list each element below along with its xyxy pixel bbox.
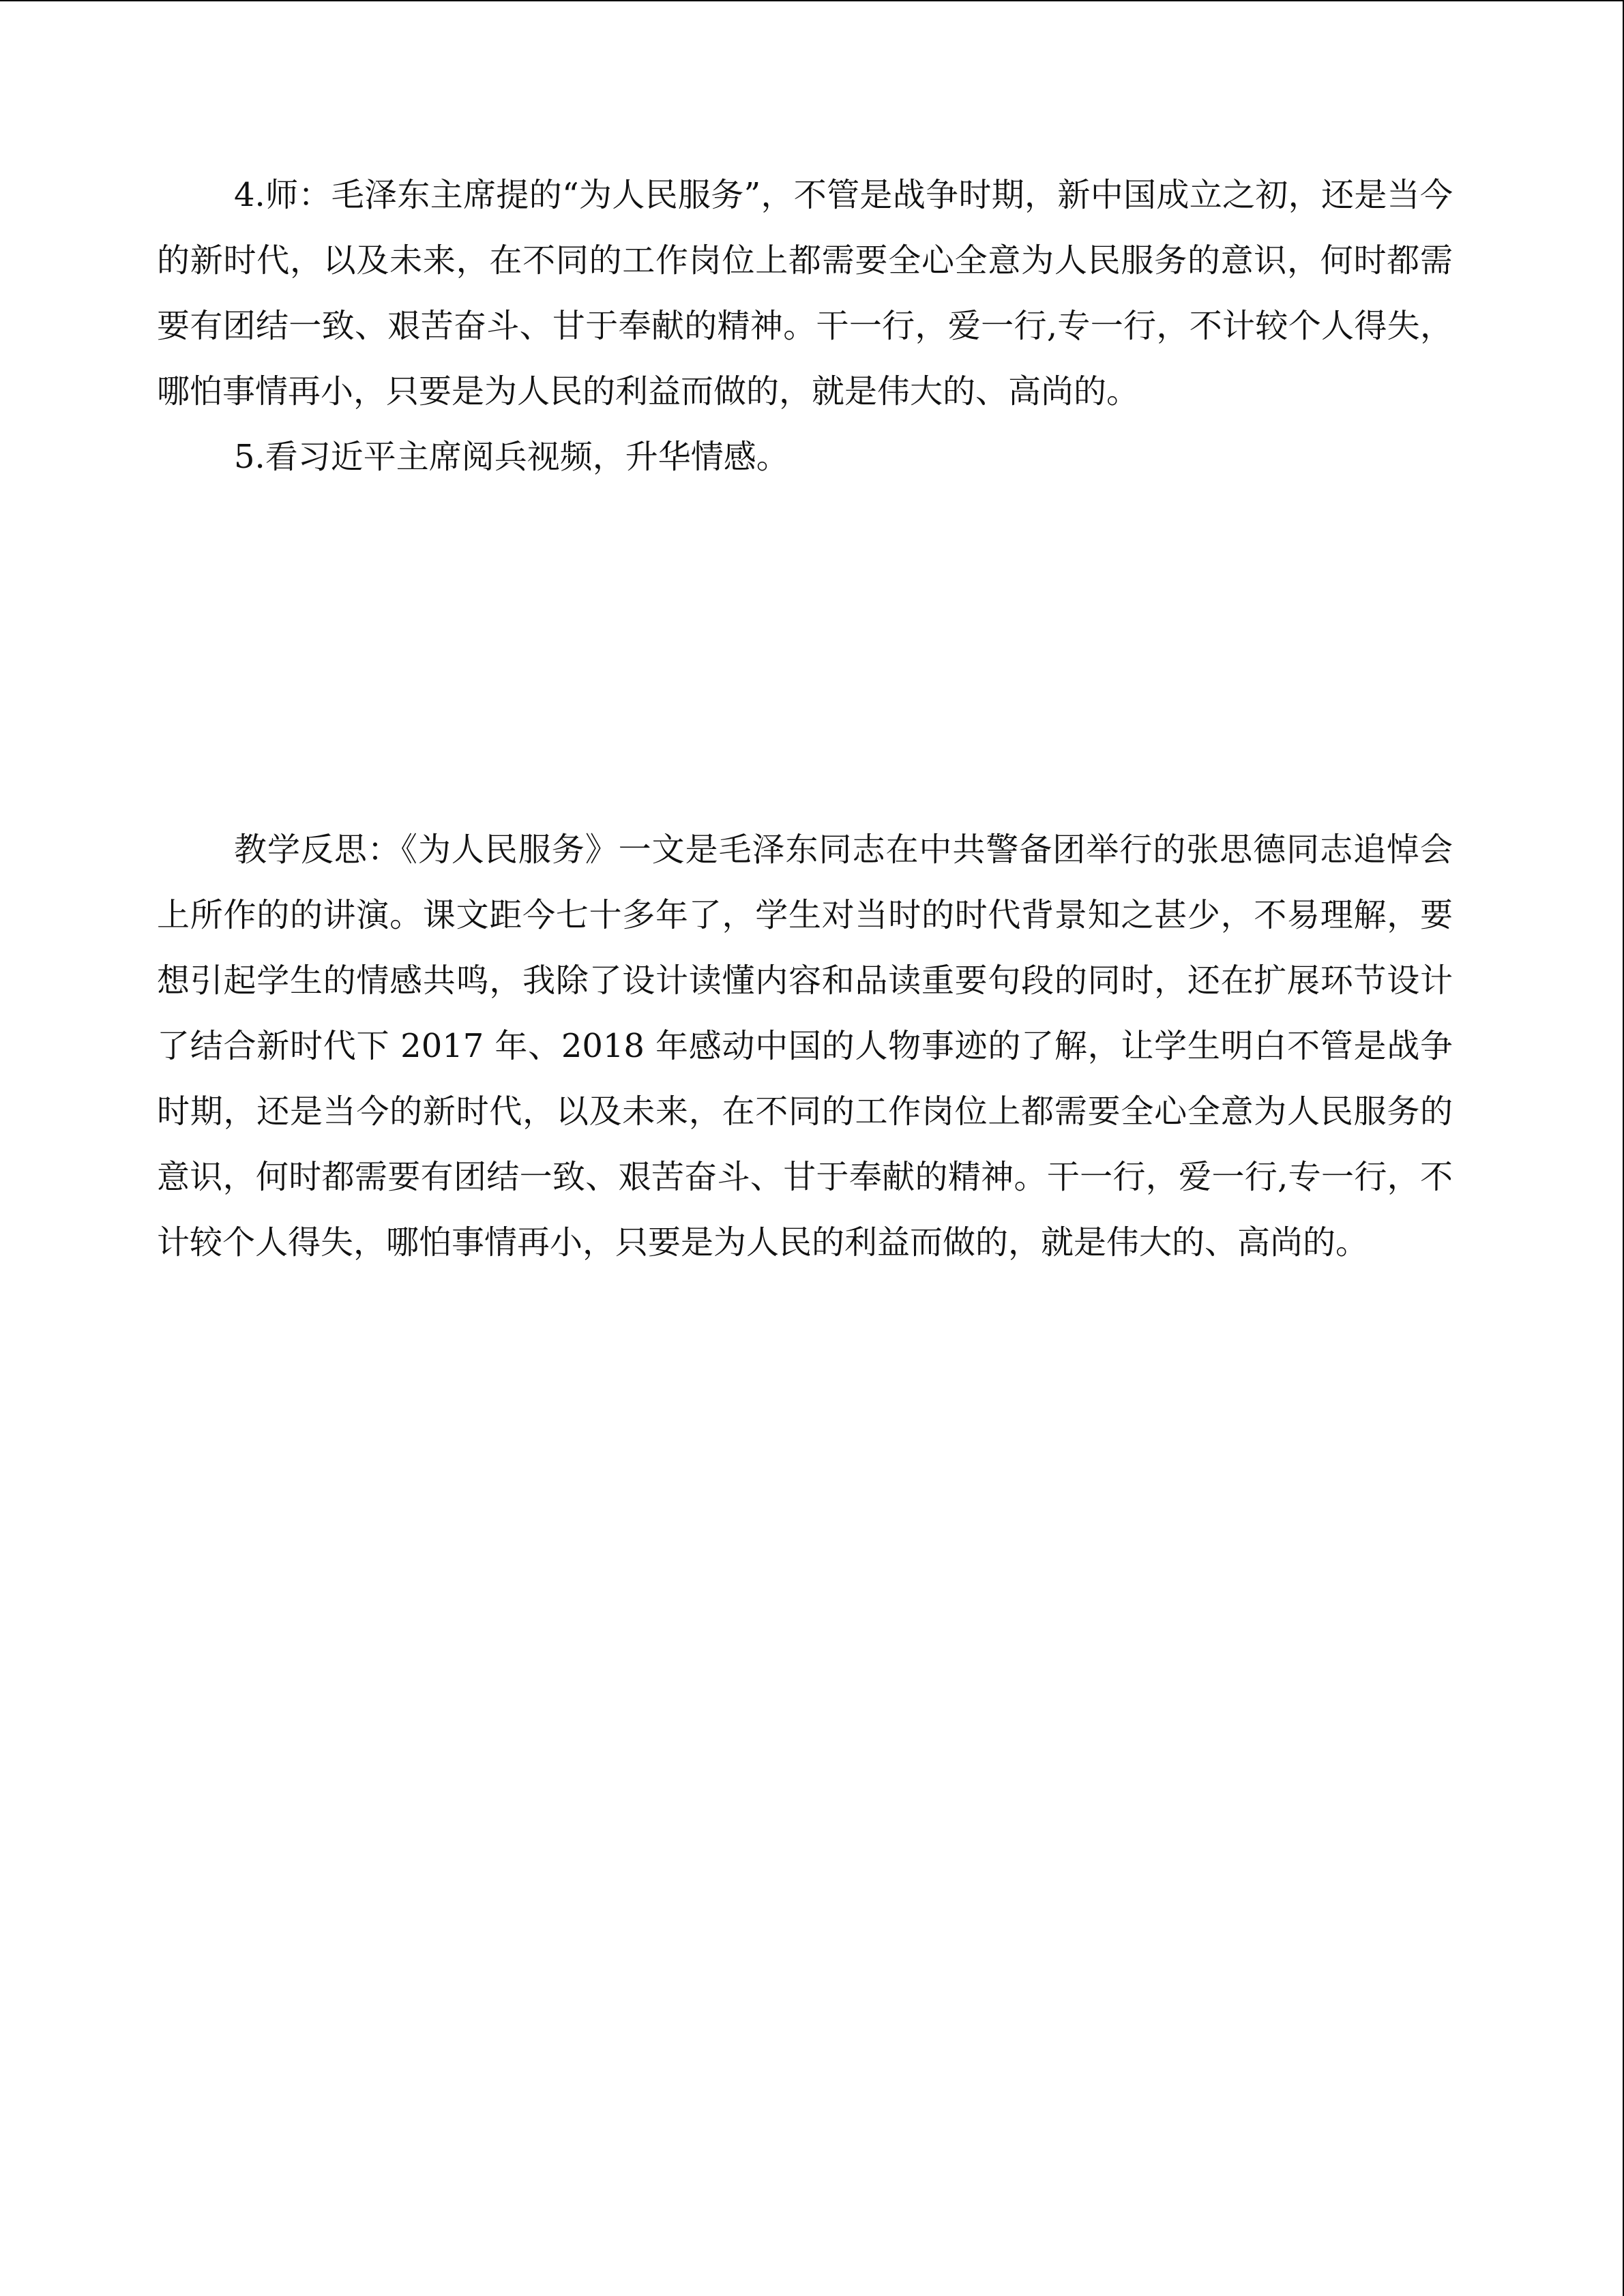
step-5-paragraph: 5.看习近平主席阅兵视频，升华情感。 xyxy=(234,438,789,476)
teaching-reflection-paragraph: 教学反思：《为人民服务》一文是毛泽东同志在中共警备团举行的张思德同志追悼会上所作的的讲演。课文距今七十多年了，学生对当时的时代背景知之甚少，不易理解，要想引起学生的情感共鸣，我除了设计读懂内容和品读重要句段的同时，还在扩展环节设计了结合新时代下 2017 年、2018 年感动中国的人物事迹的了解，让学生明白不管是战争时期，还是当今的新时代，以及未来，在不同的工作岗位上都需要全心全意为人民服务的意识，何时都需要有团结一致、艰苦奋斗、甘于奉献的精神。干一行，爱一行,专一行，不计较个人得失，哪怕事情再小，只要是为人民的利益而做的，就是伟大的、高尚的。 xyxy=(157,831,1453,1262)
lesson-steps-section xyxy=(157,162,1453,490)
step-4-paragraph: 4.师：毛泽东主席提的“为人民服务”，不管是战争时期，新中国成立之初，还是当今的新时代，以及未来，在不同的工作岗位上都需要全心全意为人民服务的意识，何时都需要有团结一致、艰苦奋斗、甘于奉献的精神。干一行，爱一行,专一行，不计较个人得失，哪怕事情再小，只要是为人民的利益而做的，就是伟大的、高尚的。 xyxy=(157,176,1453,411)
teaching-reflection-section xyxy=(157,817,1453,1275)
